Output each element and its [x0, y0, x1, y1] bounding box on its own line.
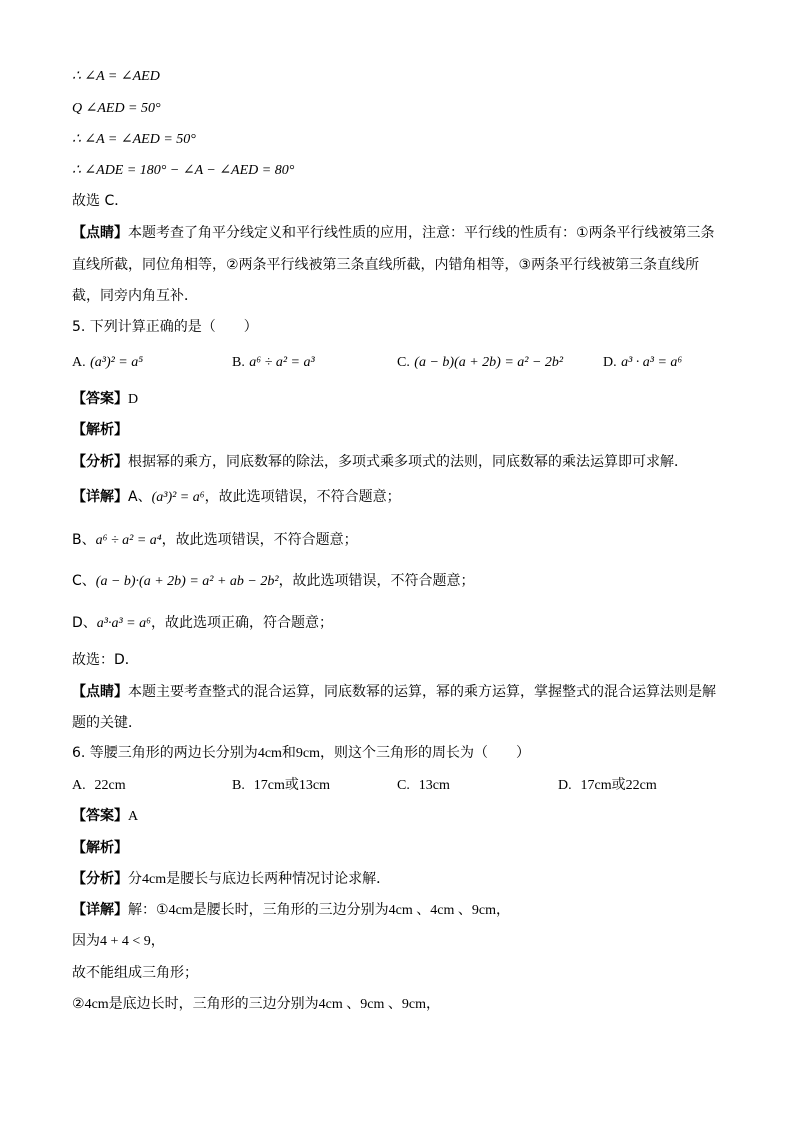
detail-tail: ，故此选项错误，不符合题意； [278, 573, 475, 589]
math-expression: (a − b)·(a + 2b) = a² + ab − 2b² [95, 574, 279, 589]
q5-stem [72, 317, 722, 337]
detail-sides: 4cm 、9cm 、9cm [318, 997, 426, 1012]
comment-text: 题的关键． [72, 715, 142, 731]
option-expr: (a³)² = a⁵ [90, 355, 144, 370]
fenxi-text: 是腰长与底边长两种情况讨论求解． [166, 871, 391, 887]
q5-detail-b [72, 530, 722, 550]
q6-answer [72, 806, 722, 826]
detail-text: ， [495, 902, 510, 918]
detail-prefix: C、 [72, 573, 96, 589]
option-label: D. [603, 355, 617, 370]
stem-text: 和 [281, 745, 296, 761]
option-label: D. [558, 778, 572, 793]
option-a [72, 775, 126, 796]
stem-text: 6. 等腰三角形的两边长分别为 [72, 745, 258, 761]
because-text: ， [150, 933, 165, 949]
q6-because [72, 931, 722, 951]
choose-text: 故选：D． [72, 652, 139, 668]
proof-line-2 [72, 98, 722, 118]
option-text: 17cm或22cm [580, 778, 657, 793]
option-d [603, 352, 682, 373]
option-text: 17cm或13cm [253, 778, 330, 793]
comment-text: 直线所截，同位角相等，②两条平行线被第三条直线所截，内错角相等，③两条平行线被第三条直线所 [72, 257, 700, 273]
proof-line-4 [72, 160, 722, 180]
math-expression: Q ∠AED = 50° [72, 101, 161, 116]
math-expression: ∴ ∠ADE = 180° − ∠A − ∠AED = 80° [72, 163, 295, 178]
q5-fenxi [72, 452, 722, 472]
detail-tail: ，故此选项错误，不符合题意； [161, 532, 358, 548]
option-expr: (a − b)(a + 2b) = a² − 2b² [414, 355, 564, 370]
detail-sides: 4cm 、4cm 、9cm [388, 903, 496, 918]
fenxi-text: 根据幂的乘方，同底数幂的除法，多项式乘多项式的法则，同底数幂的乘法运算即可求解． [128, 454, 688, 470]
analysis-tag: 【解析】 [72, 840, 128, 856]
fenxi-tag: 【分析】 [72, 871, 128, 887]
fenxi-text: 分 [128, 871, 142, 887]
question-stem: 5. 下列计算正确的是（ ） [72, 319, 258, 335]
q6-detail-1 [72, 900, 722, 920]
detail-tail: ，故此选项错误，不符合题意； [204, 489, 401, 505]
comment-line-2 [72, 255, 722, 275]
option-d [558, 775, 657, 796]
option-b [232, 352, 315, 373]
math-expression: (a³)² = a⁶ [151, 490, 205, 505]
option-label: A. [72, 778, 86, 793]
answer-tag: 【答案】 [72, 391, 128, 407]
q5-options [72, 352, 722, 376]
answer-line [72, 191, 722, 211]
because-text: 因为 [72, 933, 100, 949]
option-c [397, 775, 450, 796]
q5-answer [72, 389, 722, 409]
option-a [72, 352, 143, 373]
option-expr: a⁶ ÷ a² = a³ [249, 355, 315, 370]
q5-choose [72, 650, 722, 670]
comment-text: 本题主要考查整式的混合运算，同底数幂的运算，幂的乘方运算，掌握整式的混合运算法则是解 [128, 684, 716, 700]
math-expression: ∴ ∠A = ∠AED = 50° [72, 132, 196, 147]
detail-tag: 【详解】 [72, 902, 128, 918]
option-text: 22cm [94, 778, 126, 793]
detail-value: 4cm [84, 997, 109, 1012]
detail-value: 4cm [168, 903, 193, 918]
detail-tag: 【详解】 [72, 489, 128, 505]
q6-stem [72, 743, 722, 763]
stem-value: 9cm [295, 746, 321, 761]
stem-text: ，则这个三角形的周长为（ ） [320, 745, 531, 761]
q6-fenxi [72, 869, 722, 889]
option-c [397, 352, 563, 373]
answer-value: A [128, 809, 139, 824]
proof-line-3 [72, 129, 722, 149]
comment-tag: 【点睛】 [72, 225, 128, 241]
comment-text: 本题考查了角平分线定义和平行线性质的应用，注意：平行线的性质有：①两条平行线被第三条 [128, 225, 715, 241]
option-label: B. [232, 355, 245, 370]
option-b [232, 775, 330, 796]
fenxi-tag: 【分析】 [72, 454, 128, 470]
q5-comment-1 [72, 682, 722, 702]
q5-comment-2 [72, 713, 722, 733]
answer-value: D [128, 392, 139, 407]
math-expression: 4 + 4 < 9 [100, 934, 151, 949]
comment-line-3 [72, 286, 722, 306]
q6-options [72, 775, 722, 795]
math-expression: a⁶ ÷ a² = a⁴ [95, 533, 162, 548]
option-label: C. [397, 778, 410, 793]
fenxi-value: 4cm [142, 872, 167, 887]
detail-text: ② [72, 996, 85, 1012]
q5-analysis-heading [72, 420, 722, 440]
q6-detail-2 [72, 994, 722, 1014]
answer-tag: 【答案】 [72, 808, 128, 824]
detail-text: 是腰长时，三角形的三边分别为 [192, 902, 389, 918]
q6-cannot [72, 963, 722, 983]
comment-tag: 【点睛】 [72, 684, 128, 700]
detail-prefix: B、 [72, 532, 96, 548]
comment-text: 截，同旁内角互补． [72, 288, 198, 304]
detail-prefix: A、 [128, 489, 152, 505]
option-label: C. [397, 355, 410, 370]
option-label: B. [232, 778, 245, 793]
stem-value: 4cm [257, 746, 282, 761]
option-label: A. [72, 355, 86, 370]
detail-text: ， [425, 996, 440, 1012]
detail-prefix: D、 [72, 615, 97, 631]
comment-line-1 [72, 223, 722, 243]
answer-text: 故选 C． [72, 193, 129, 209]
option-text: 13cm [418, 778, 450, 793]
detail-text: 解：① [128, 902, 169, 918]
analysis-tag: 【解析】 [72, 422, 128, 438]
proof-line-1 [72, 66, 722, 86]
q5-detail-a [72, 487, 722, 507]
option-expr: a³ · a³ = a⁶ [621, 355, 683, 370]
q5-detail-d [72, 613, 722, 633]
detail-tail: ，故此选项正确，符合题意； [151, 615, 333, 631]
math-expression: a³·a³ = a⁶ [96, 616, 151, 631]
math-expression: ∴ ∠A = ∠AED [72, 69, 160, 84]
q5-detail-c [72, 571, 722, 591]
q6-analysis-heading [72, 838, 722, 858]
detail-text: 是底边长时，三角形的三边分别为 [108, 996, 319, 1012]
cannot-text: 故不能组成三角形； [72, 965, 198, 981]
